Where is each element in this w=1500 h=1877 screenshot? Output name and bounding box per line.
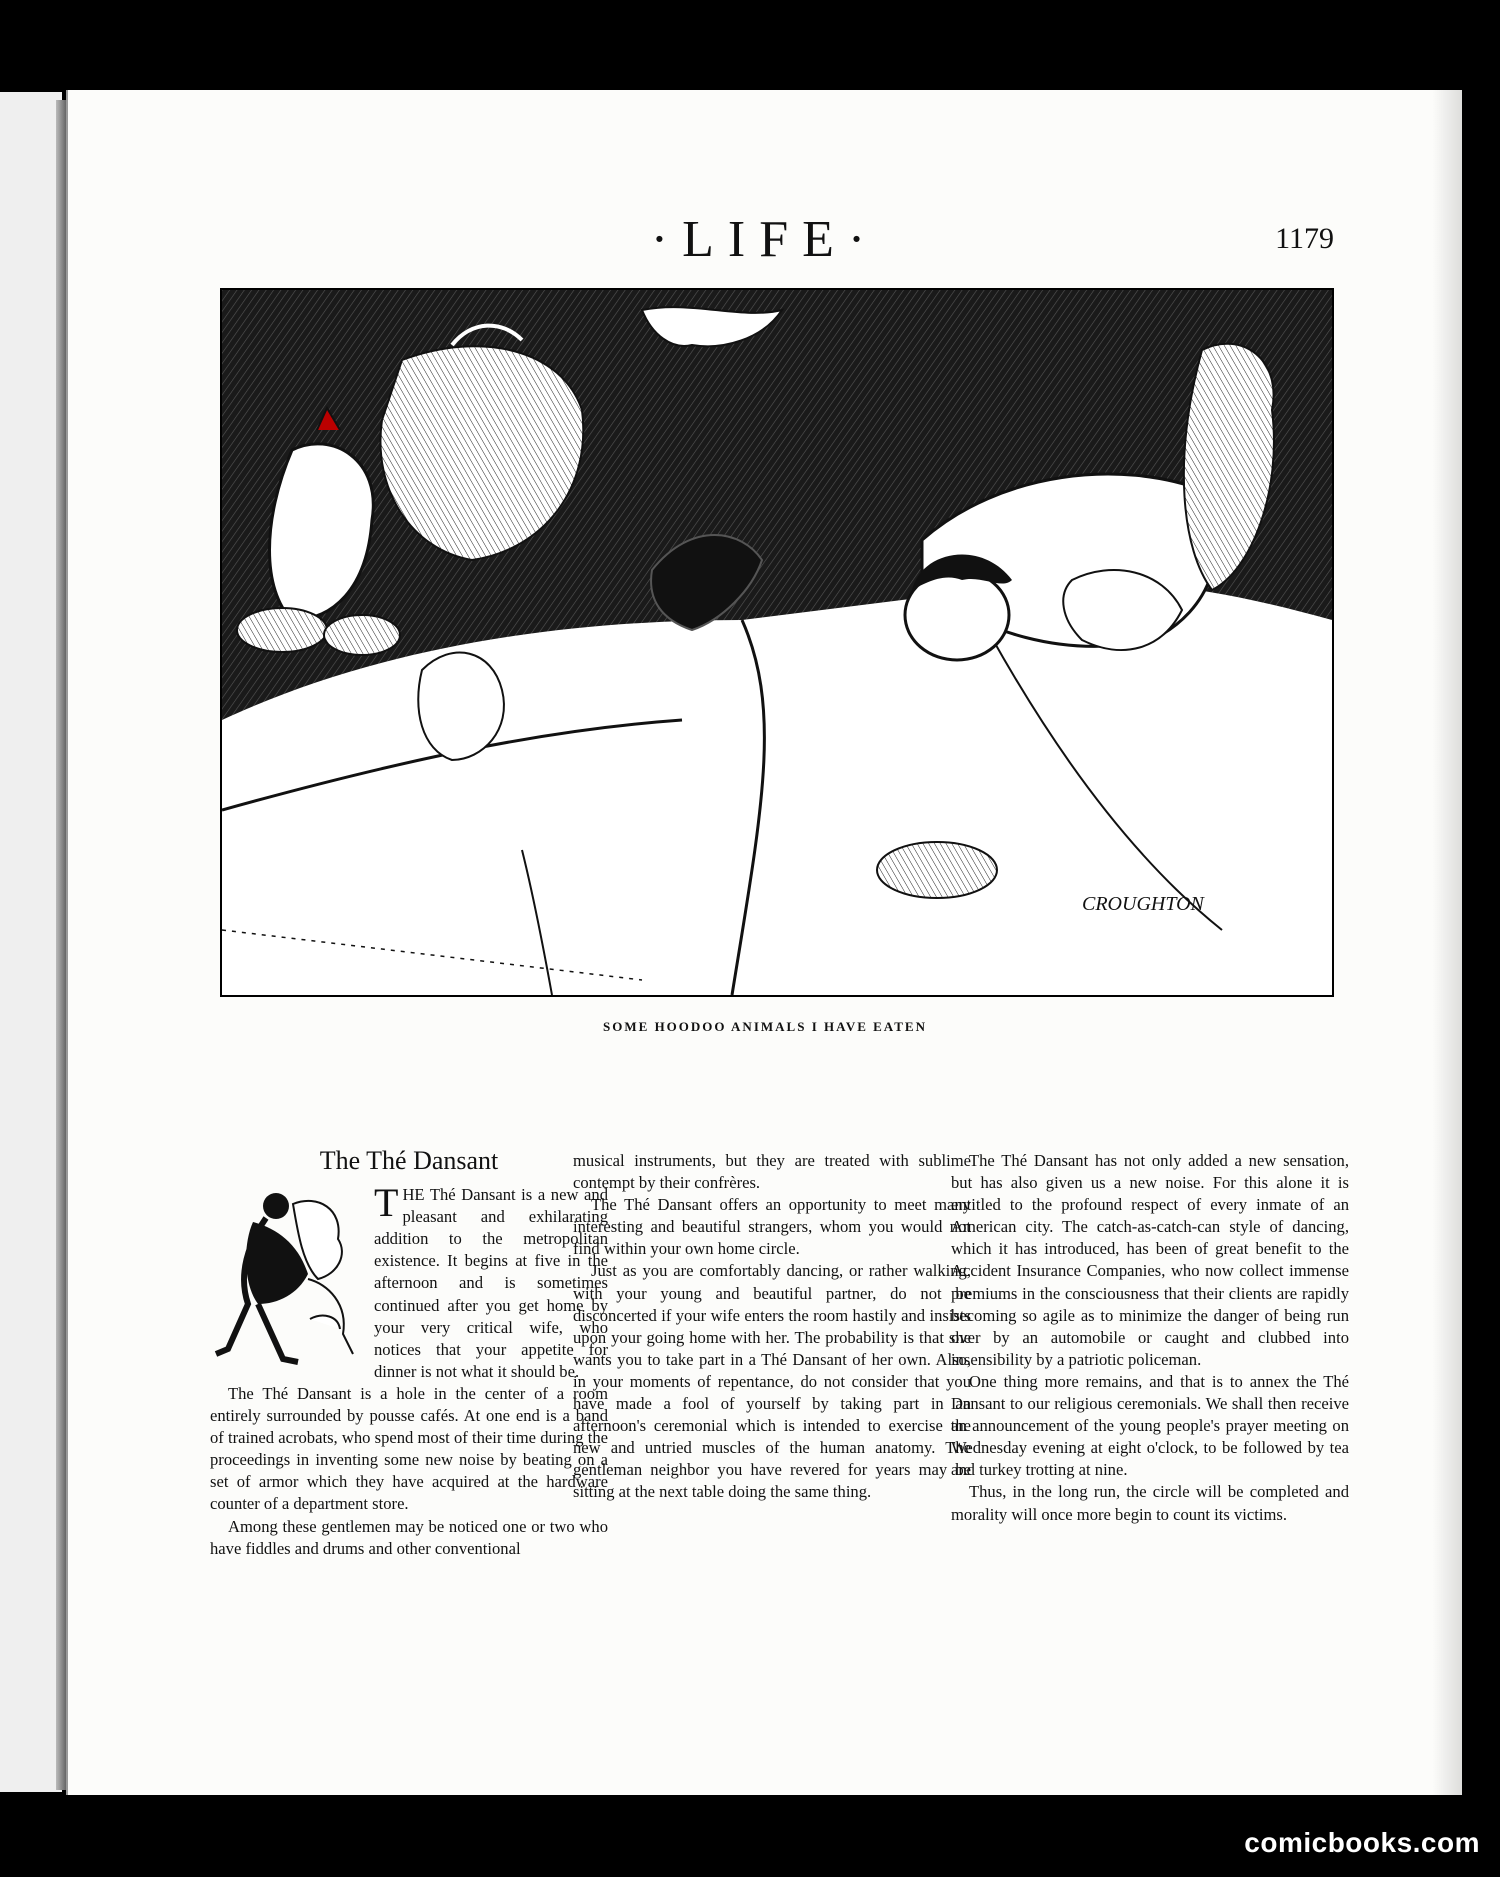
paragraph: new and pleasant and exhilarating addition to the metropolitan existence. It begins at five in the afternoon and is sometimes continued after you get home by your very critical wife, who notices that your appetite for dinner is not what it should be.: [374, 1185, 608, 1381]
paragraph: Just as you are comfortably dancing, or rather walking, with your young and beautiful partner, do not be disconcerted if your wife enters the room hastily and insists upon your going home with her. The probability is that she wants you to take part in a Thé Dansant of her own. Also, in your moments of repentance, do not consider that you have made a fool of yourself by taking part in an afternoon's ceremonial which is intended to exercise the new and untried muscles of the human anatomy. The gentleman neighbor you have revered for years may be sitting at the next table doing the same thing.: [573, 1261, 971, 1502]
paragraph: The Thé Dansant has not only added a new sensation, but has also given us a new noise. For this alone it is entitled to the profound respect of every inmate of an American city. The catch-as-catch-can style of dancing, which it has introduced, has been of great benefit to the Accident Insurance Companies, who now collect immense premiums in the consciousness that their clients are rapidly becoming so agile as to minimize the danger of being run over by an automobile or caught and clubbed into insensibility by a patriotic policeman.: [951, 1151, 1349, 1369]
left-page-edge: [0, 92, 62, 1792]
artist-signature: CROUGHTON: [1082, 893, 1204, 915]
article-column-1: [210, 1146, 608, 1560]
watermark-logo: comicbooks.com: [1244, 1827, 1480, 1858]
magazine-page: [66, 90, 1462, 1795]
dancing-couple-icon: [198, 1184, 368, 1369]
paragraph: The Thé Dansant offers an opportunity to meet many interesting and beautiful strangers, whom you would not find within your own home circle.: [573, 1195, 971, 1259]
paragraph: Among these gentlemen may be noticed one or two who have fiddles and drums and other conventional: [210, 1516, 608, 1558]
article-column-2: [573, 1150, 971, 1504]
paragraph-lead: HE Thé Dansant is a: [402, 1185, 546, 1205]
paragraph: musical instruments, but they are treated with sublime contempt by their confrères.: [573, 1151, 971, 1193]
paragraph: Thus, in the long run, the circle will be completed and morality will once more begin to count its victims.: [951, 1482, 1349, 1524]
article-title: The Thé Dansant: [319, 1146, 499, 1175]
article-column-3: [951, 1150, 1349, 1526]
paragraph: The Thé Dansant is a hole in the center of a room entirely surrounded by pousse cafés. At one end is a band of trained acrobats, who spend most of their time during the proceedings in inventing some new noise by beating on a set of armor which they have acquired at the hardware counter of a department store.: [210, 1383, 608, 1514]
book-gutter: [56, 100, 66, 1790]
masthead-title: ·LIFE·: [650, 211, 880, 268]
paragraph: One thing more remains, and that is to annex the Thé Dansant to our religious ceremonials. We shall then receive an announcement of the young people's prayer meeting on Wednesday evening at eight o'clock, to be followed by tea and turkey trotting at nine.: [951, 1371, 1349, 1480]
page-number: 1179: [1275, 222, 1334, 255]
drop-cap: T: [374, 1180, 399, 1226]
page-shadow: [1432, 90, 1462, 1795]
illustration-caption: SOME HOODOO ANIMALS I HAVE EATEN: [603, 1019, 927, 1034]
cartoon-illustration: [220, 288, 1334, 997]
